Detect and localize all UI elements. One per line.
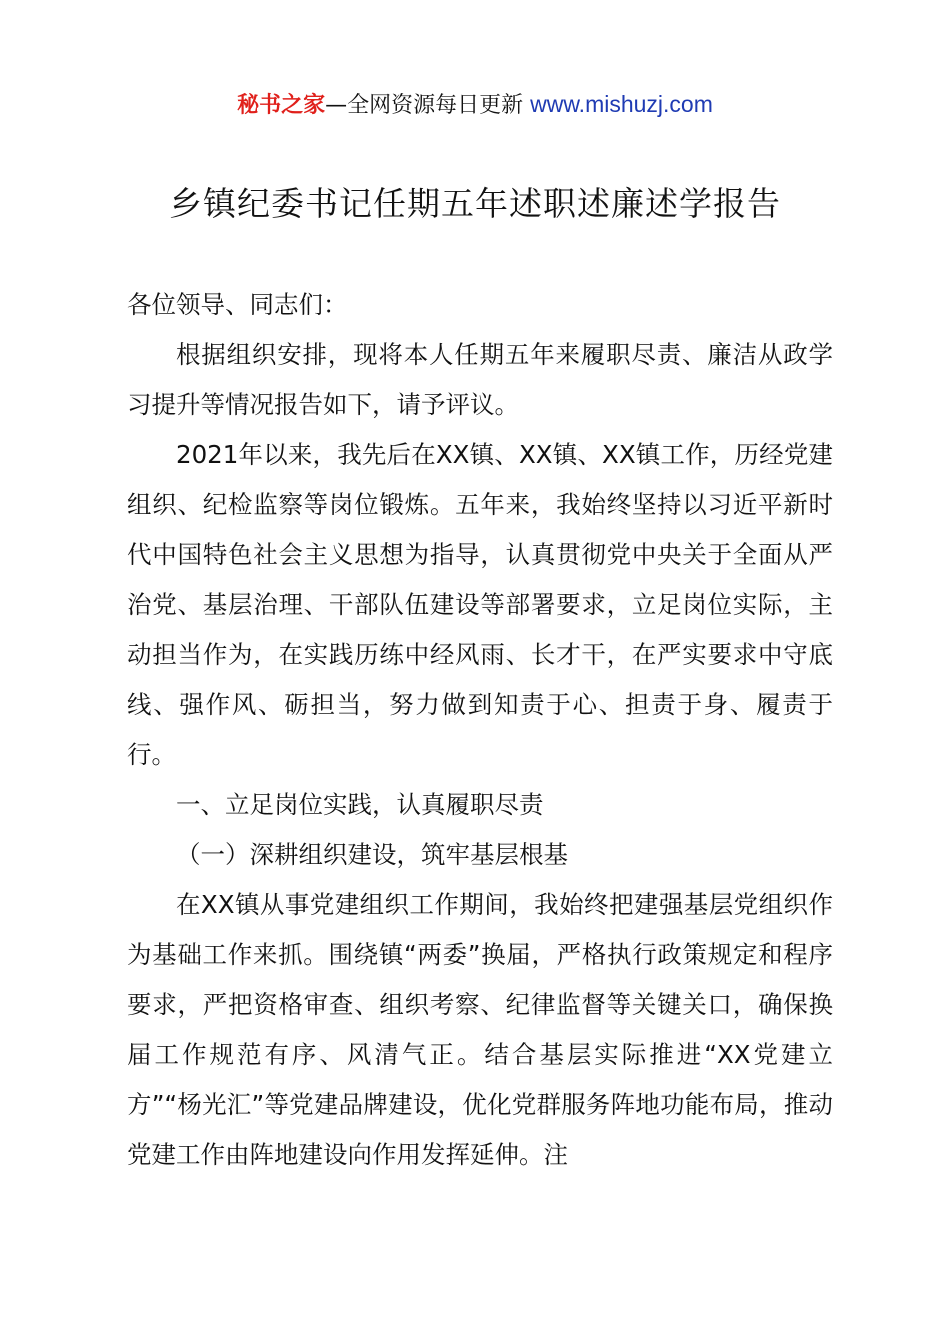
overview-paragraph: 2021年以来，我先后在XX镇、XX镇、XX镇工作，历经党建组织、纪检监察等岗位锻炼。五年来，我始终坚持以习近平新时代中国特色社会主义思想为指导，认真贯彻党中央关于全面从严治党、基层治理、干部队伍建设等部署要求，立足岗位实际，主动担当作为，在实践历练中经风雨、长才干，在严实要求中守底线、强作风、砺担当，努力做到知责于心、担责于身、履责于行。: [127, 440, 833, 769]
section-heading: 一、立足岗位实践，认真履职尽责: [176, 790, 544, 819]
document-body: [127, 280, 833, 1180]
intro-paragraph: 根据组织安排，现将本人任期五年来履职尽责、廉洁从政学习提升等情况报告如下，请予评议。: [127, 340, 833, 419]
brand-name: 秘书之家: [237, 93, 326, 118]
document-title: 乡镇纪委书记任期五年述职述廉述学报告: [169, 184, 781, 223]
subsection-heading: （一）深耕组织建设，筑牢基层根基: [176, 840, 568, 869]
website-link[interactable]: www.mishuzj.com: [530, 91, 713, 117]
page-header: [0, 88, 950, 122]
header-slogan: —全网资源每日更新: [325, 93, 531, 118]
subsection-paragraph: 在XX镇从事党建组织工作期间，我始终把建强基层党组织作为基础工作来抓。围绕镇“两委”换届，严格执行政策规定和程序要求，严把资格审查、组织考察、纪律监督等关键关口，确保换届工作规范有序、风清气正。结合基层实际推进“XX党建立方”“杨光汇”等党建品牌建设，优化党群服务阵地功能布局，推动党建工作由阵地建设向作用发挥延伸。注: [127, 890, 833, 1169]
salutation: 各位领导、同志们：: [127, 290, 348, 319]
